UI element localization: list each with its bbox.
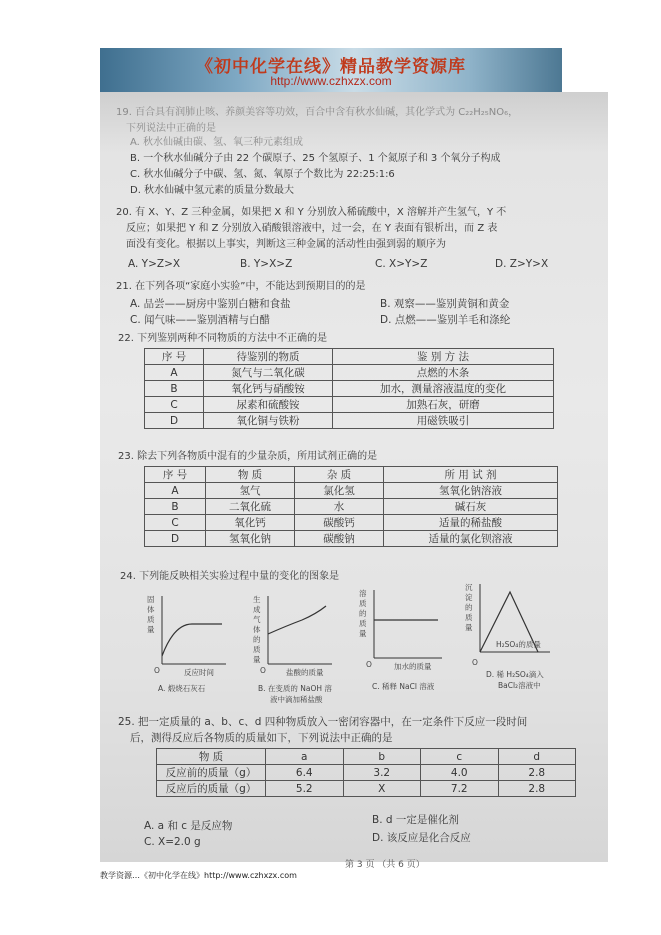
- table-row: [145, 413, 554, 429]
- q25-option-a: A. a 和 c 是反应物: [144, 820, 233, 832]
- table-cell: 氧化钙与硝酸铵: [204, 381, 333, 397]
- q19-option-a: A. 秋水仙碱由碳、氢、氧三种元素组成: [130, 137, 304, 148]
- table-header-cell: 物 质: [206, 467, 295, 483]
- q19-option-d: D. 秋水仙碱中氢元素的质量分数最大: [130, 185, 295, 196]
- graph-b-caption-line1: B. 在变质的 NaOH 溶: [258, 684, 332, 693]
- table-header-cell: d: [498, 749, 576, 765]
- table-cell: 2.8: [498, 765, 576, 781]
- q20-stem-line2: 反应；如果把 Y 和 Z 分别放入硝酸银溶液中，过一会，在 Y 表面有银析出，而 Z 表: [126, 223, 498, 234]
- table-cell: 6.4: [266, 765, 344, 781]
- q25-option-d: D. 该反应是化合反应: [372, 832, 471, 844]
- graph-b-ylabel: 生成气体的质量: [253, 595, 261, 664]
- table-cell: 碱石灰: [384, 499, 558, 515]
- table-cell: 加熟石灰，研磨: [333, 397, 554, 413]
- q22-stem: 22. 下列鉴别两种不同物质的方法中不正确的是: [118, 333, 328, 344]
- q25-table: [156, 748, 576, 797]
- table-cell: B: [145, 381, 204, 397]
- banner-title: 《初中化学在线》精品教学资源库: [196, 57, 466, 77]
- table-row: [145, 349, 554, 365]
- table-cell: 氢氧化钠溶液: [384, 483, 558, 499]
- q21-stem: 21. 在下列各项“家庭小实验”中，不能达到预期目的的是: [116, 281, 366, 292]
- table-cell: C: [145, 515, 206, 531]
- table-header-cell: 序 号: [145, 467, 206, 483]
- table-cell: D: [145, 413, 204, 429]
- table-cell: 碳酸钠: [295, 531, 384, 547]
- graph-c-origin: O: [366, 660, 372, 669]
- q20-stem-line1: 20. 有 X、Y、Z 三种金属，如果把 X 和 Y 分别放入稀硫酸中，X 溶解并产生氢气，Y 不: [116, 207, 507, 218]
- table-cell: 3.2: [343, 765, 421, 781]
- table-header-cell: 待鉴别的物质: [204, 349, 333, 365]
- graph-a-origin: O: [154, 666, 160, 675]
- q23-stem: 23. 除去下列各物质中混有的少量杂质，所用试剂正确的是: [118, 451, 378, 462]
- table-cell: B: [145, 499, 206, 515]
- header-banner: [100, 48, 562, 92]
- table-cell: 二氧化硫: [206, 499, 295, 515]
- table-header-cell: c: [421, 749, 499, 765]
- table-cell: 5.2: [266, 781, 344, 797]
- q23-table: [144, 466, 558, 547]
- table-row: [145, 531, 558, 547]
- table-cell: 水: [295, 499, 384, 515]
- table-cell: 适量的稀盐酸: [384, 515, 558, 531]
- graph-b-caption-line2: 液中滴加稀盐酸: [270, 695, 323, 704]
- q21-option-b: B. 观察——鉴别黄铜和黄金: [380, 298, 510, 310]
- footer-text: 教学资源…《初中化学在线》http://www.czhxzx.com: [100, 871, 297, 880]
- table-cell: C: [145, 397, 204, 413]
- q19-option-b: B. 一个秋水仙碱分子由 22 个碳原子、25 个氢原子、1 个氮原子和 3 个氧分子构成: [130, 153, 501, 164]
- table-row: [145, 515, 558, 531]
- table-row: [145, 397, 554, 413]
- table-header-cell: a: [266, 749, 344, 765]
- table-cell: 2.8: [498, 781, 576, 797]
- graph-a-xlabel: 反应时间: [184, 668, 214, 677]
- table-header-cell: 所 用 试 剂: [384, 467, 558, 483]
- table-cell: 氮气与二氧化碳: [204, 365, 333, 381]
- q25-stem-line2: 后，测得反应后各物质的质量如下，下列说法中正确的是: [130, 732, 393, 744]
- table-cell: 氢氧化钠: [206, 531, 295, 547]
- q21-option-d: D. 点燃——鉴别羊毛和涤纶: [380, 314, 511, 326]
- table-cell: 尿素和硫酸铵: [204, 397, 333, 413]
- graph-b-xlabel: 盐酸的质量: [286, 668, 324, 677]
- table-row: [145, 483, 558, 499]
- table-cell: 碳酸钙: [295, 515, 384, 531]
- q24-stem: 24. 下列能反映相关实验过程中量的变化的图象是: [120, 571, 340, 582]
- table-cell: A: [145, 365, 204, 381]
- table-cell: 7.2: [421, 781, 499, 797]
- table-header-cell: 鉴 别 方 法: [333, 349, 554, 365]
- table-cell: X: [343, 781, 421, 797]
- graph-a-ylabel: 固体质量: [147, 595, 155, 634]
- table-cell: 加水，测量溶液温度的变化: [333, 381, 554, 397]
- table-cell: 用磁铁吸引: [333, 413, 554, 429]
- q25-stem-line1: 25. 把一定质量的 a、b、c、d 四种物质放入一密闭容器中，在一定条件下反应一段时间: [118, 716, 528, 728]
- table-header-cell: 物 质: [157, 749, 266, 765]
- q20-option-d: D. Z>Y>X: [495, 258, 549, 270]
- table-cell: 点燃的木条: [333, 365, 554, 381]
- table-cell: 氯化氢: [295, 483, 384, 499]
- graph-d-ylabel: 沉淀的质量: [465, 583, 473, 632]
- q21-option-c: C. 闻气味——鉴别酒精与白醋: [130, 314, 271, 326]
- graph-b-curve: [268, 606, 326, 634]
- table-cell: 反应前的质量（g）: [157, 765, 266, 781]
- exam-page-photo: [100, 92, 608, 862]
- graph-d-caption-line2: BaCl₂溶液中: [498, 681, 541, 690]
- table-cell: 反应后的质量（g）: [157, 781, 266, 797]
- table-header-cell: 序 号: [145, 349, 204, 365]
- graph-a-caption: A. 煅烧石灰石: [158, 684, 206, 693]
- table-row: [145, 499, 558, 515]
- table-header-cell: 杂 质: [295, 467, 384, 483]
- graph-c-xlabel: 加水的质量: [394, 662, 432, 671]
- table-row: [157, 765, 576, 781]
- table-row: [145, 467, 558, 483]
- q21-option-a: A. 品尝——厨房中鉴别白糖和食盐: [130, 298, 291, 310]
- table-cell: 氢气: [206, 483, 295, 499]
- graph-d-caption-line1: D. 稀 H₂SO₄滴入: [486, 670, 544, 679]
- table-row: [157, 749, 576, 765]
- q25-option-c: C. X=2.0 g: [144, 836, 201, 848]
- graph-c-ylabel: 溶质的质量: [359, 589, 367, 638]
- table-cell: D: [145, 531, 206, 547]
- q22-table: [144, 348, 554, 429]
- graph-c-caption: C. 稀释 NaCl 溶液: [372, 682, 435, 691]
- q19-stem-line2: 下列说法中正确的是: [126, 123, 216, 134]
- graph-d-xlabel: H₂SO₄的质量: [496, 640, 541, 649]
- table-cell: 4.0: [421, 765, 499, 781]
- q20-stem-line3: 面没有变化。根据以上事实，判断这三种金属的活动性由强到弱的顺序为: [126, 239, 446, 250]
- table-cell: A: [145, 483, 206, 499]
- q20-option-c: C. X>Y>Z: [375, 258, 428, 270]
- graph-d-origin: O: [472, 658, 478, 667]
- graph-b-origin: O: [260, 666, 266, 675]
- table-row: [157, 781, 576, 797]
- table-cell: 氧化铜与铁粉: [204, 413, 333, 429]
- q20-option-b: B. Y>X>Z: [240, 258, 293, 270]
- table-header-cell: b: [343, 749, 421, 765]
- banner-url: http://www.czhxzx.com: [270, 74, 392, 88]
- q19-option-c: C. 秋水仙碱分子中碳、氢、氮、氧原子个数比为 22:25:1:6: [130, 169, 395, 180]
- table-row: [145, 365, 554, 381]
- graph-a-curve: [162, 624, 222, 656]
- table-cell: 氧化钙: [206, 515, 295, 531]
- table-cell: 适量的氯化钡溶液: [384, 531, 558, 547]
- q25-option-b: B. d 一定是催化剂: [372, 814, 459, 826]
- q19-stem-line1: 19. 百合具有润肺止咳、养颜美容等功效，百合中含有秋水仙碱，其化学式为 C₂₂H₂₅NO₆，: [116, 107, 519, 118]
- page-number: 第 3 页 （共 6 页）: [345, 860, 425, 870]
- q20-option-a: A. Y>Z>X: [128, 258, 181, 270]
- table-row: [145, 381, 554, 397]
